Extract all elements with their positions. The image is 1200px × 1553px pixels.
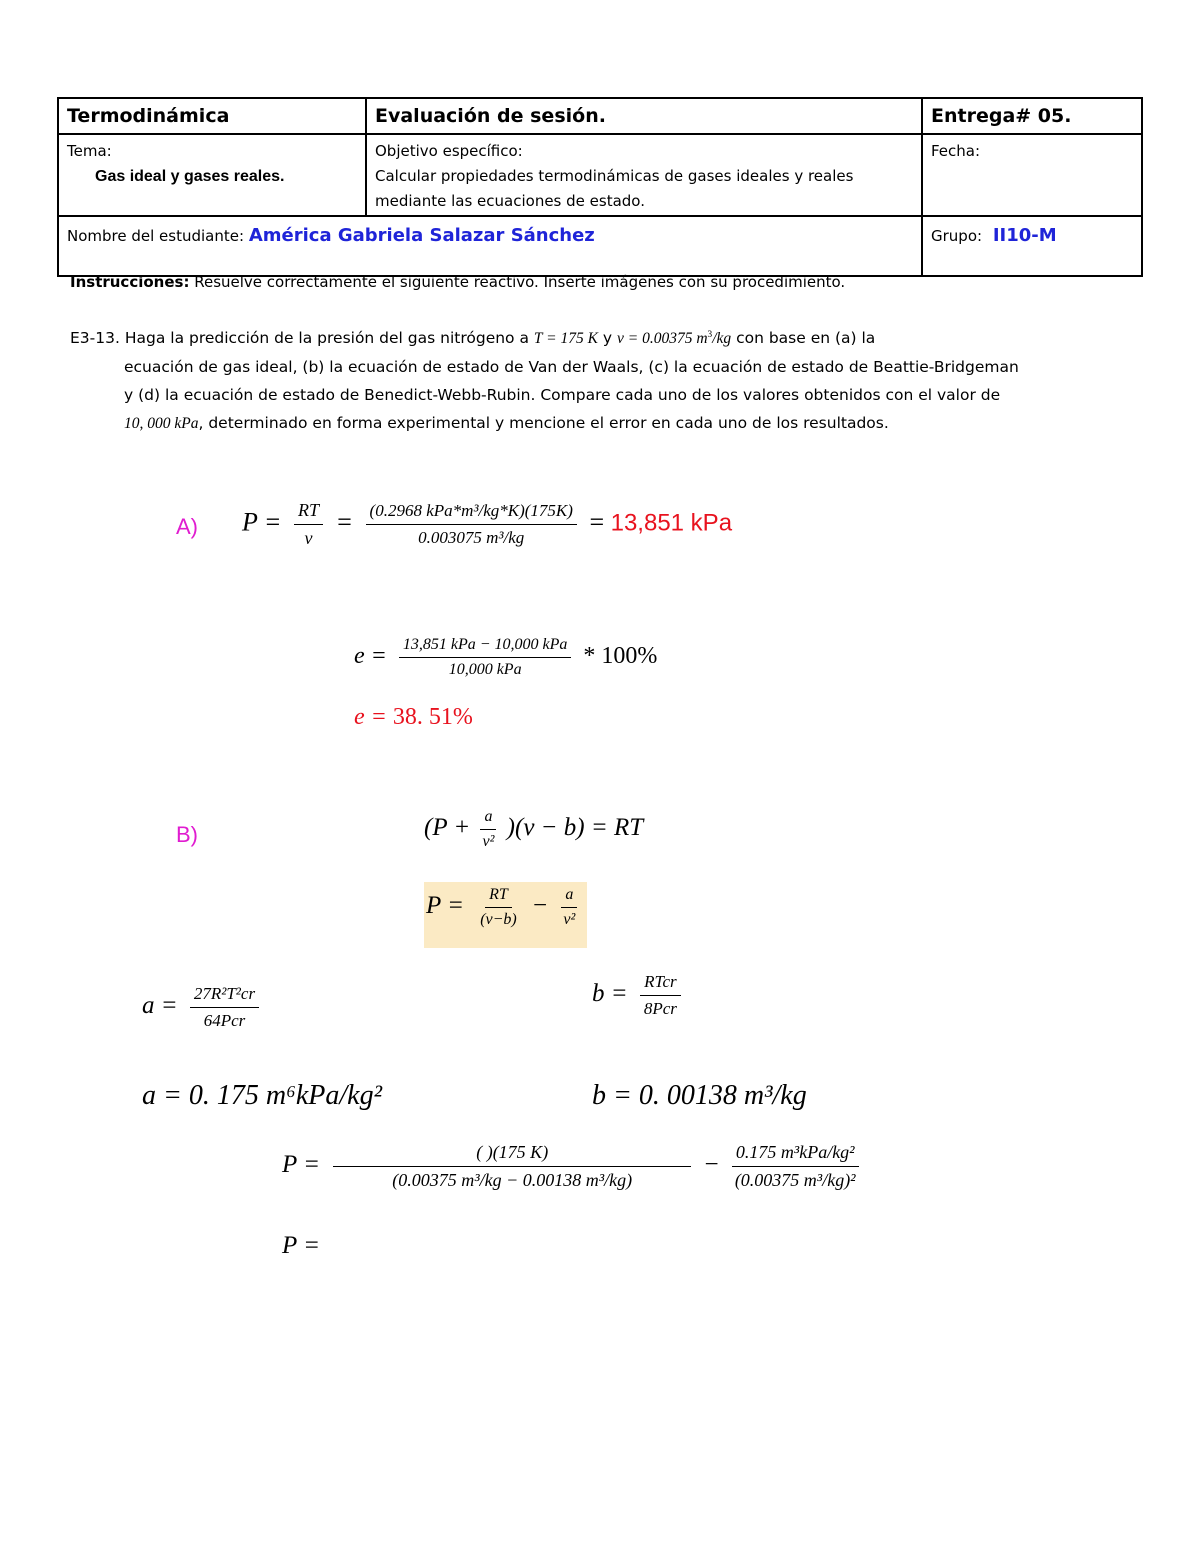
a-fraction — [190, 984, 259, 1031]
objective-cell — [366, 134, 922, 216]
pressure-sub-den1: (0.00375 m³/kg − 0.00138 m³/kg) — [392, 1170, 633, 1190]
course-cell — [58, 98, 366, 134]
objective-text: Calcular propiedades termodinámicas de gases ideales y reales mediante las ecuaciones de estado. — [375, 167, 854, 210]
pressure-v2: v² — [563, 911, 576, 928]
topic-value: Gas ideal y gases reales. — [95, 168, 285, 185]
pressure-sub-num1: ( )(175 K) — [333, 1142, 691, 1167]
part-a-numerator: (0.2968 kPa*m³/kg*K)(175K) — [366, 501, 577, 525]
part-a-error-formula — [354, 636, 657, 679]
pressure-minus: − — [533, 892, 548, 920]
course-title: Termodinámica — [67, 105, 230, 127]
part-a-error-denominator: 10,000 kPa — [448, 661, 522, 678]
pressure-sub-term1 — [332, 1142, 692, 1191]
a-denominator: 64Pcr — [203, 1011, 246, 1030]
topic-cell — [58, 134, 366, 216]
part-a-error-numerator: 13,851 kPa − 10,000 kPa — [399, 636, 572, 658]
problem-id: E3-13. — [70, 329, 120, 348]
a-numerator: 27R²T²cr — [190, 984, 259, 1008]
delivery-title: Entrega# 05. — [931, 105, 1072, 127]
group-cell — [922, 216, 1142, 276]
part-a-error-result-label: e = — [354, 704, 387, 730]
a-value: a = 0. 175 m⁶kPa/kg² — [142, 1080, 382, 1111]
part-b-label: B) — [176, 822, 198, 847]
objective-label: Objetivo específico: — [375, 142, 523, 160]
b-value: b = 0. 00138 m³/kg — [592, 1080, 807, 1111]
part-a-error-value: 38. 51% — [392, 704, 473, 730]
pressure-sub-minus: − — [704, 1151, 719, 1179]
part-a-e: e = — [354, 643, 387, 670]
part-a-result: 13,851 kPa — [610, 509, 733, 537]
instructions — [70, 273, 845, 291]
student-label: Nombre del estudiante: — [67, 227, 245, 245]
problem-line1-post: con base en (a) la — [736, 329, 876, 348]
group-label: Grupo: — [931, 227, 983, 245]
header-table — [57, 97, 1143, 277]
problem-line3: y (d) la ecuación de estado de Benedict-Webb-Rubin. Compare cada uno de los valores obtenidos con el valor de — [124, 386, 1001, 405]
b-constant-formula — [592, 972, 687, 1019]
problem-line1-pre: Haga la predicción de la presión del gas nitrógeno a — [124, 329, 529, 348]
pressure-substitution — [282, 1142, 866, 1191]
topic-label: Tema: — [67, 142, 112, 160]
vdw-lhs: (P + — [424, 814, 471, 842]
part-a-error-fraction — [399, 636, 572, 679]
part-a-rt-over-v — [294, 500, 323, 549]
b-numerator: RTcr — [640, 972, 680, 996]
student-name: América Gabriela Salazar Sánchez — [248, 225, 595, 246]
vdw-a-over-v2 — [479, 808, 499, 851]
pressure-sub-term2 — [731, 1142, 860, 1191]
problem-statement: E3-13. Haga la predicción de la presión del gas nitrógeno a T = 175 K y v = 0.00375 $m^3/kg$ con base en (a) la ecuación de gas ideal, (b) la ecuación de estado de Van der Waals, (c) la ecuación de estado de Beattie-Bridgeman y (d) la ecuación de estado de Benedict-Webb-Rubin. Compare cada uno de los valores obtenidos con el valor de 10, 000 kPa, determinado en forma experimental y mencione el error en cada uno de los resultados. — [70, 321, 1130, 438]
student-cell — [58, 216, 922, 276]
part-a-equals: = — [335, 507, 354, 537]
a-eq: a = — [142, 992, 178, 1020]
pressure-rt-over-vb — [476, 886, 521, 929]
b-fraction — [640, 972, 681, 1019]
problem-volume-unit: /kg — [712, 330, 732, 348]
pressure-sub-p: P = — [282, 1151, 320, 1179]
pressure-final: P = — [282, 1232, 320, 1259]
problem-line2: ecuación de gas ideal, (b) la ecuación de estado de Van der Waals, (c) la ecuación de estado de Beattie-Bridgeman — [124, 358, 1019, 377]
problem-temperature: T = 175 K — [533, 330, 598, 348]
part-a-error-result — [354, 704, 473, 731]
vdw-rest: )(v − b) = RT — [506, 814, 644, 842]
b-eq: b = — [592, 980, 628, 1008]
pressure-a: a — [561, 886, 577, 908]
evaluation-cell — [366, 98, 922, 134]
van-der-waals-equation — [424, 808, 643, 851]
date-label: Fecha: — [931, 142, 981, 160]
pressure-solved-highlight — [424, 882, 587, 948]
part-a-equation: P = $\frac{RT}{v}$ = $\frac{\text{(0.2968 kPa*m³/kg*K)(175K)}}{\text{0.003075 m³/kg}}$ = 13,851 kPa — [242, 500, 733, 548]
pressure-sub-num2: 0.175 m³kPa/kg² — [732, 1142, 859, 1167]
evaluation-title: Evaluación de sesión. — [375, 105, 606, 127]
part-a-v: v — [304, 528, 313, 548]
pressure-vb: (v−b) — [480, 911, 517, 928]
part-a-p: P = — [242, 507, 282, 537]
pressure-rt: RT — [485, 886, 512, 908]
problem-experimental-value: 10, 000 kPa — [124, 415, 199, 433]
vdw-a: a — [480, 808, 496, 830]
pressure-solved-p: P = — [426, 892, 464, 920]
a-constant-formula — [142, 984, 265, 1031]
part-a-error-times: * 100% — [583, 643, 658, 670]
part-a-denominator: 0.003075 m³/kg — [418, 528, 525, 547]
vdw-v2: v² — [482, 833, 495, 850]
problem-volume: v = 0.00375 m — [616, 330, 708, 348]
part-a-rt: RT — [294, 500, 323, 525]
pressure-a-over-v2 — [559, 886, 579, 929]
instructions-text: Resuelve correctamente el siguiente reactivo. Inserte imágenes con su procedimiento. — [194, 273, 846, 291]
pressure-sub-den2: (0.00375 m³/kg)² — [734, 1170, 856, 1190]
b-denominator: 8Pcr — [643, 999, 677, 1018]
instructions-label: Instrucciones: — [70, 273, 190, 291]
date-cell — [922, 134, 1142, 216]
delivery-cell — [922, 98, 1142, 134]
problem-y: y — [602, 329, 613, 348]
part-a-substitution — [366, 501, 577, 548]
problem-line4-post: , determinado en forma experimental y mencione el error en cada uno de los resultados. — [198, 414, 889, 433]
group-value: II10-M — [992, 225, 1057, 246]
part-a-label: A) — [176, 514, 198, 539]
